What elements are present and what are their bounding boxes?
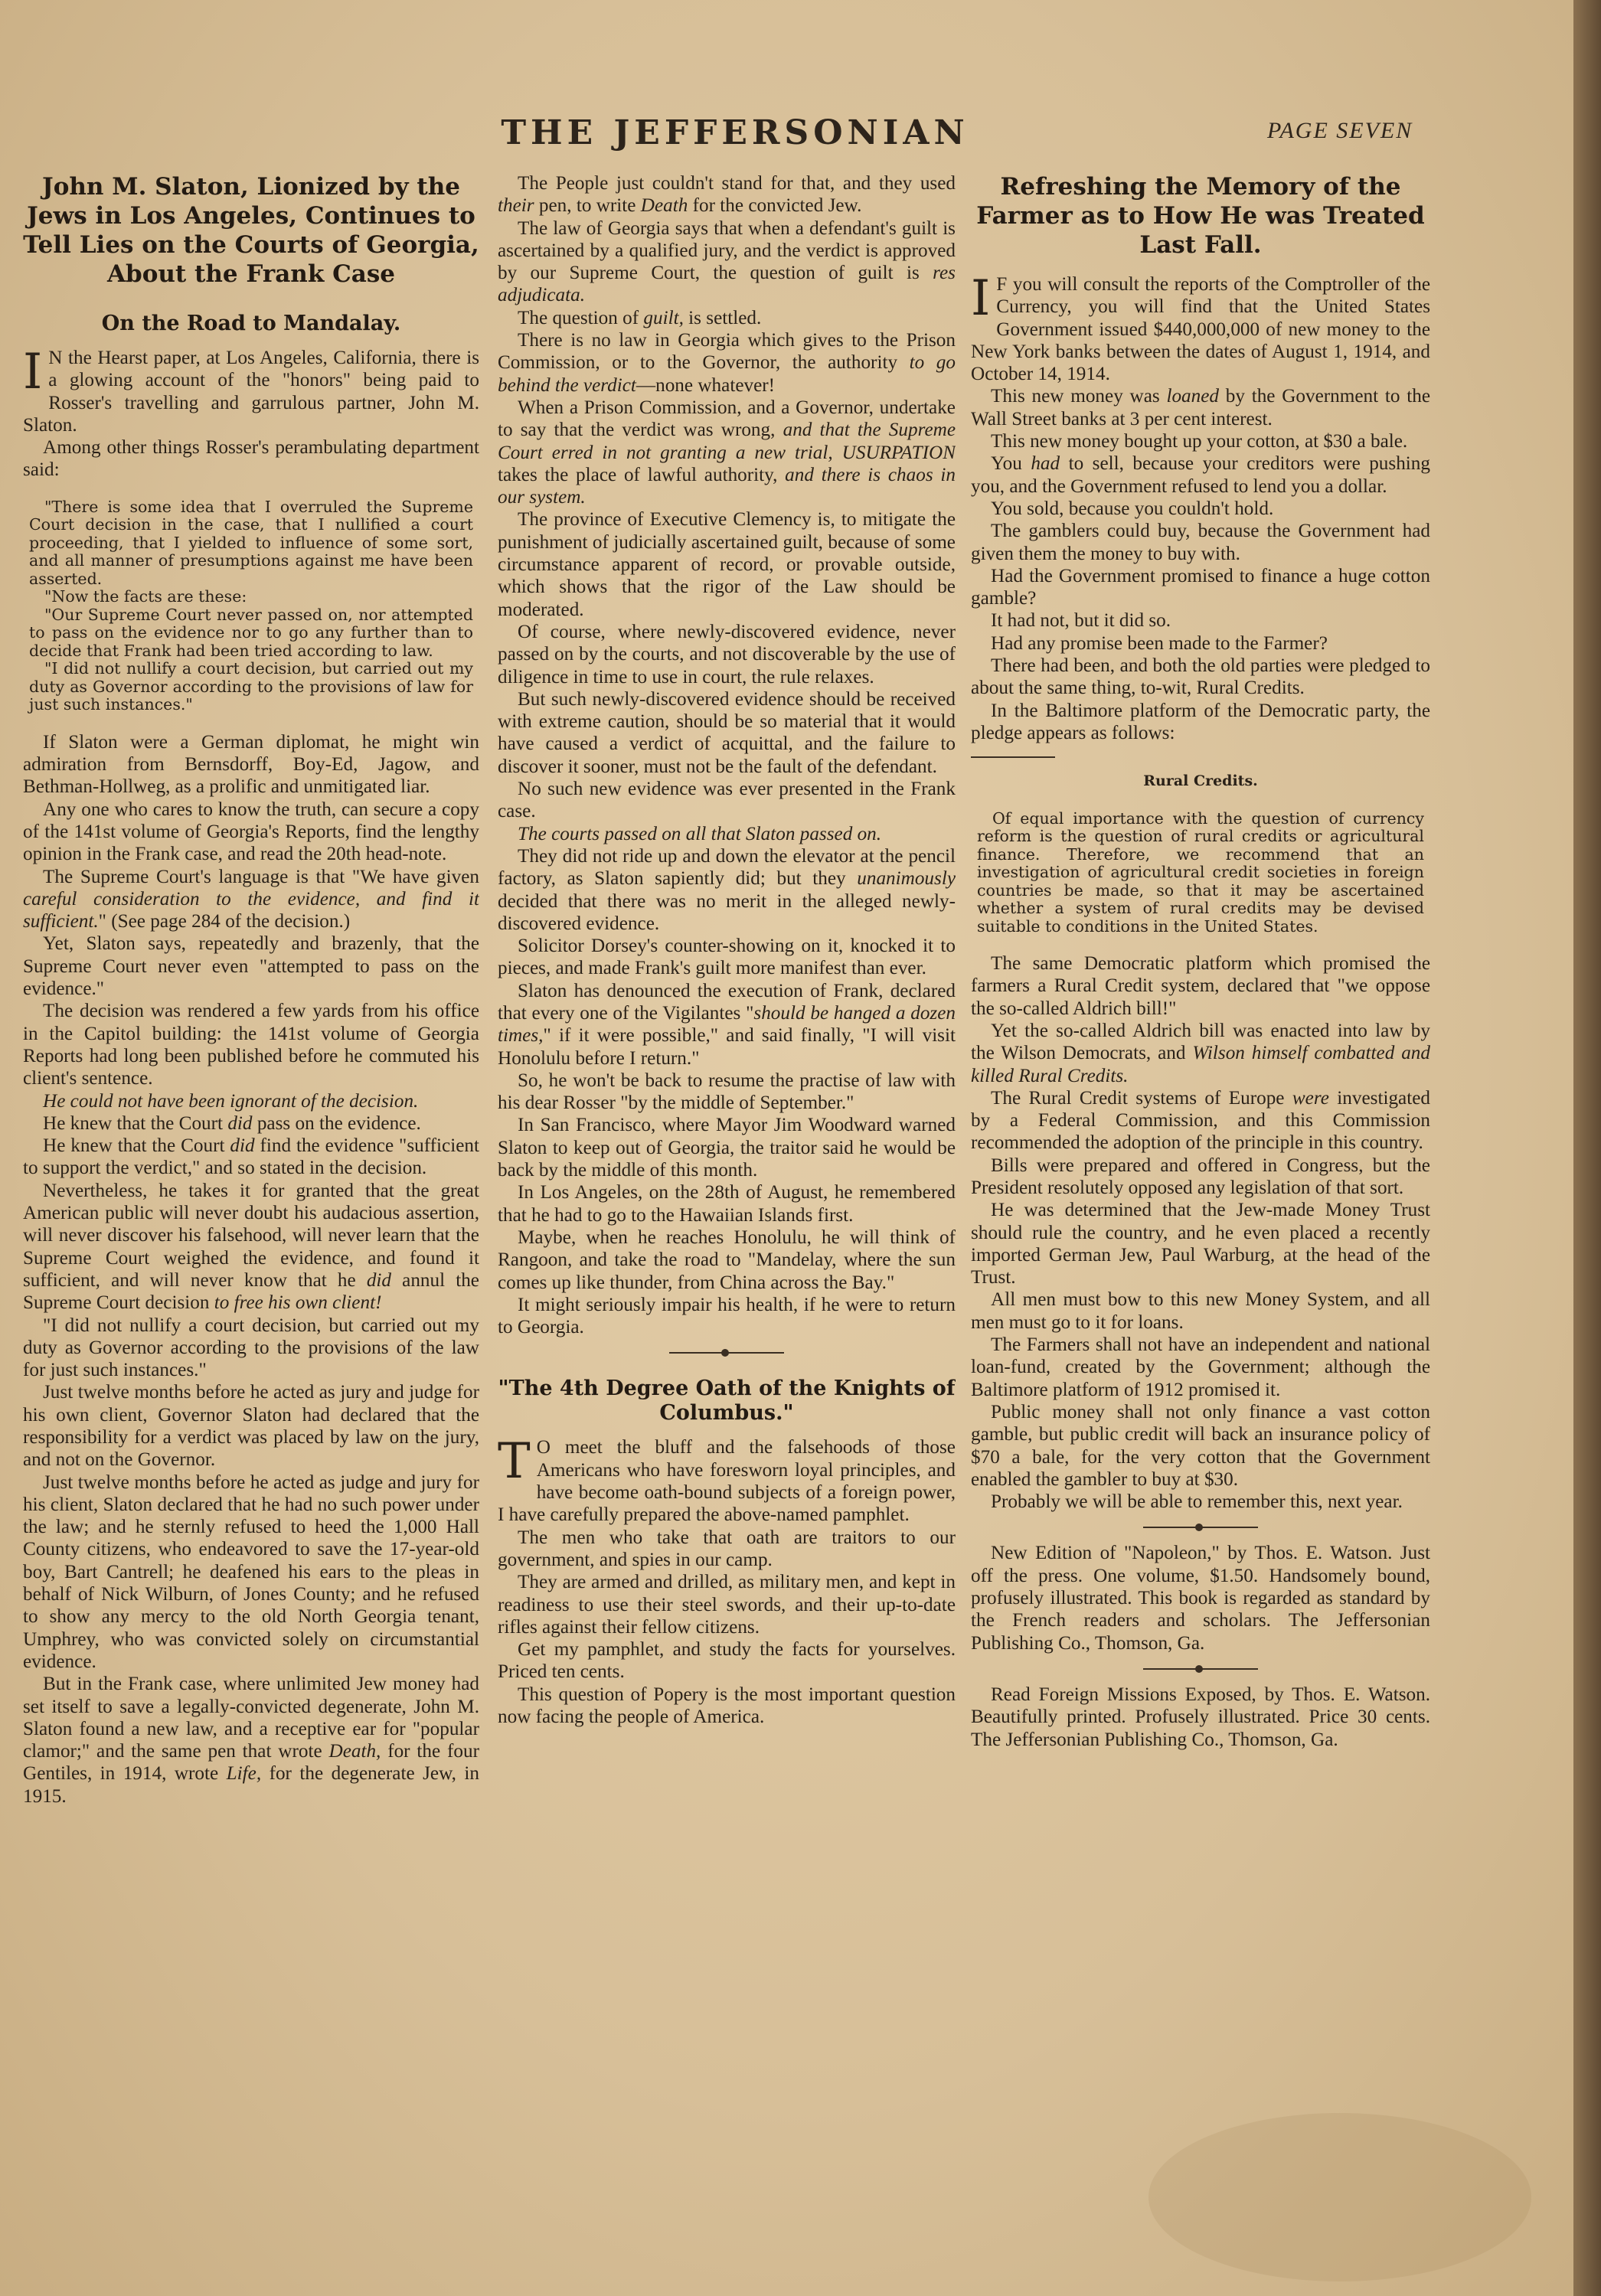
paragraph: Had the Government promised to finance a huge cotton gamble? [971, 565, 1430, 609]
platform-quote [977, 810, 1424, 936]
paragraph: The question of guilt, is settled. [518, 307, 762, 328]
quote-paragraph: Of equal importance with the question of currency reform is the question of rural credits or agricultural finance. Therefore, we recommend that an investigation of agricultural credit societies in foreign countries be made, so that it may be ascertained whether a system of rural credits may be devised suitable to conditions in the United States. [977, 808, 1424, 936]
paragraph: He could not have been ignorant of the decision. [43, 1090, 419, 1112]
paragraph: In San Francisco, where Mayor Jim Woodward warned Slaton to keep out of Georgia, the traitor said he would be back by the middle of this month. [498, 1115, 956, 1181]
ad-text: New Edition of "Napoleon," by Thos. E. Watson. Just off the press. One volume, $1.50. Handsomely bound, profusely illustrated. This book is regarded as standard by the French readers and scholars. The Jeffersonian Publishing Co., Thomson, Ga. [971, 1543, 1430, 1654]
paragraph: Of course, where newly-discovered evidence, never passed on by the courts, and not discoverable by the use of diligence in time to use in court, the rule relaxes. [498, 621, 956, 687]
paragraph: In Los Angeles, on the 28th of August, he remembered that he had to go to the Hawaiian Islands first. [498, 1182, 956, 1226]
paragraph: T O meet the bluff and the falsehoods of those Americans who have foresworn loyal principles, and have become oath-bound subjects of a foreign power, I have carefully prepared the above-named pamphlet. [498, 1433, 956, 1526]
short-rule [971, 756, 1055, 758]
column-1 [23, 172, 479, 2224]
paragraph: This question of Popery is the most important question now facing the people of America. [498, 1684, 956, 1727]
paragraph: So, he won't be back to resume the practise of law with his dear Rosser "by the middle of September." [498, 1070, 956, 1114]
paragraph: Public money shall not only finance a vast cotton gamble, but public credit will back an insurance policy of $70 a bale, for the very cotton that the Government enabled the gambler to buy at $30. [971, 1401, 1430, 1490]
advertisement-foreign-missions [971, 1684, 1430, 1751]
drop-cap: I [23, 344, 43, 400]
paragraph: Had any promise been made to the Farmer? [991, 632, 1328, 654]
paragraph: The People just couldn't stand for that, and they used their pen, to write Death for the convicted Jew. [498, 173, 956, 217]
paragraph: Yet the so-called Aldrich bill was enacted into law by the Wilson Democrats, and Wilson himself combatted and killed Rural Credits. [971, 1020, 1430, 1086]
paragraph: "I did not nullify a court decision, but carried out my duty as Governor according to the provisions of the law for just such instances." [23, 1315, 479, 1381]
paragraph: Maybe, when he reaches Honolulu, he will think of Rangoon, and take the road to "Mandelay, where the sun comes up like thunder, from China across the Bay." [498, 1226, 956, 1293]
paragraph: In the Baltimore platform of the Democratic party, the pledge appears as follows: [971, 700, 1430, 743]
paragraph: He knew that the Court did find the evidence "sufficient to support the verdict," and so stated in the decision. [23, 1135, 479, 1179]
paragraph: The law of Georgia says that when a defendant's guilt is ascertained by a qualified jury, and the verdict is approved by our Supreme Court, the question of guilt is res adjudicata. [498, 217, 956, 306]
paragraph: Yet, Slaton says, repeatedly and brazenly, that the Supreme Court never even "attempted to pass on the evidence." [23, 933, 479, 1000]
quote-paragraph: "Now the facts are these: [44, 587, 247, 606]
paragraph: They did not ride up and down the elevator at the pencil factory, as Slaton sapiently did; but they unanimously decided that there was no merit in the alleged newly-discovered evidence. [498, 845, 956, 934]
rural-credits-subhead: Rural Credits. [1143, 772, 1258, 790]
paragraph: If Slaton were a German diplomat, he might win admiration from Bernsdorff, Boy-Ed, Jagow, and Bethman-Hollweg, as a prolific and unmitigated liar. [23, 731, 479, 798]
paragraph: I N the Hearst paper, at Los Angeles, California, there is a glowing account of the "honors" being paid to Rosser's travelling and garrulous partner, John M. Slaton. [23, 344, 479, 436]
paragraph: This new money bought up your cotton, at $30 a bale. [991, 431, 1408, 452]
section-divider [1143, 1527, 1258, 1528]
paragraph: Any one who cares to know the truth, can secure a copy of the 141st volume of Georgia's Reports, find the lengthy opinion in the Frank case, and read the 20th head-note. [23, 799, 479, 865]
divider-dot [1195, 1524, 1203, 1531]
paragraph: The gamblers could buy, because the Government had given them the money to buy with. [971, 521, 1430, 564]
quote-paragraph: "I did not nullify a court decision, but carried out my duty as Governor according to the provisions of law for just such instances." [29, 659, 473, 714]
divider-dot [1195, 1665, 1203, 1673]
paragraph: Probably we will be able to remember this, next year. [991, 1491, 1403, 1513]
page-binding-edge [1573, 0, 1601, 2296]
column-3 [971, 172, 1430, 2224]
section-divider [1143, 1668, 1258, 1670]
paragraph: But such newly-discovered evidence should be received with extreme caution, should be so material that it would have caused a verdict of acquittal, and the failure to discover it sooner, must not be the fault of the defendant. [498, 688, 956, 777]
column-2 [498, 172, 956, 2224]
paragraph: Among other things Rosser's perambulating department said: [23, 437, 479, 481]
paragraph: Slaton has denounced the execution of Frank, declared that every one of the Vigilantes "should be hanged a dozen times," if it were possible," and said finally, "I will visit Honolulu before I return." [498, 980, 956, 1069]
paragraph: There had been, and both the old parties were pledged to about the same thing, to-wit, Rural Credits. [971, 655, 1430, 699]
paragraph: The courts passed on all that Slaton passed on. [518, 823, 882, 844]
paragraph: He was determined that the Jew-made Money Trust should rule the country, and he even placed a recently imported German Jew, Paul Warburg, at the head of the Trust. [971, 1200, 1430, 1288]
section-divider [669, 1352, 784, 1354]
masthead-title: THE JEFFERSONIAN [501, 113, 969, 152]
paragraph: But in the Frank case, where unlimited Jew money had set itself to save a legally-convicted degenerate, John M. Slaton found a new law, and a receptive ear for "popular clamor;" and the same pen that wrote Death, for the four Gentiles, in 1914, wrote Life, for the degenerate Jew, in 1915. [23, 1674, 479, 1807]
paragraph: All men must bow to this new Money System, and all men must go to it for loans. [971, 1289, 1430, 1333]
paragraph: No such new evidence was ever presented in the Frank case. [498, 779, 956, 822]
paragraph: It had not, but it did so. [991, 610, 1171, 632]
paragraph: I F you will consult the reports of the Comptroller of the Currency, you will find that the United States Government issued $440,000,000 of new money to the New York banks between the dates of August 1, 1914, and October 14, 1914. [971, 270, 1430, 385]
quote-paragraph: "Our Supreme Court never passed on, nor attempted to pass on the evidence nor to go any further than to decide that Frank had been tried according to law. [29, 605, 473, 660]
paragraph: He knew that the Court did pass on the evidence. [43, 1112, 421, 1134]
quote-paragraph: "There is some idea that I overruled the Supreme Court decision in the case, that I nullified a court proceeding, that I yielded to influence of some sort, and all manner of presumptions against me have been asserted. [29, 497, 473, 588]
paragraph: Bills were prepared and offered in Congress, but the President resolutely opposed any legislation of that sort. [971, 1155, 1430, 1198]
paragraph: Just twelve months before he acted as judge and jury for his client, Slaton declared that he had no such power under the law; and he sternly refused to heed the 1,000 Hall County citizens, who endeavored to save the 17-year-old boy, Bart Cantrell; he deafened his ears to the pleas in behalf of Nick Wilburn, of Jones County; and he refused to show any mercy to the old North Georgia tenant, Umphrey, who was convicted solely on circumstantial evidence. [23, 1471, 479, 1672]
paragraph: The Rural Credit systems of Europe were investigated by a Federal Commission, and this Commission recommended the adoption of the principle in this country. [971, 1087, 1430, 1154]
paragraph: They are armed and drilled, as military men, and kept in readiness to use their steel swords, and their up-to-date rifles against their fellow citizens. [498, 1572, 956, 1638]
paragraph: Nevertheless, he takes it for granted that the great American public will never doubt his audacious assertion, will never discover his falsehood, will never learn that the Supreme Court weighed the evidence, and found it sufficient, and will never know that he did annul the Supreme Court decision to free his own client! [23, 1180, 479, 1314]
paragraph: It might seriously impair his health, if he were to return to Georgia. [498, 1294, 956, 1338]
paragraph: The men who take that oath are traitors to our government, and spies in our camp. [498, 1527, 956, 1570]
paragraph: This new money was loaned by the Government to the Wall Street banks at 3 per cent interest. [971, 386, 1430, 429]
masthead [0, 113, 1601, 159]
drop-cap: T [498, 1433, 531, 1491]
paragraph: There is no law in Georgia which gives to the Prison Commission, or to the Governor, the authority to go behind the verdict—none whatever! [498, 330, 956, 396]
article-headline-slaton: John M. Slaton, Lionized by the Jews in Los Angeles, Continues to Tell Lies on the Courts of Georgia, About the Frank Case [23, 173, 479, 288]
divider-dot [721, 1349, 729, 1357]
paragraph: Just twelve months before he acted as jury and judge for his own client, Governor Slaton had declared that the responsibility for a verdict was placed by law on the jury, and not on the Governor. [23, 1382, 479, 1471]
advertisement-napoleon [971, 1542, 1430, 1654]
ad-text: Read Foreign Missions Exposed, by Thos. E. Watson. Beautifully printed. Profusely illustrated. Price 30 cents. The Jeffersonian Publishing Co., Thomson, Ga. [971, 1684, 1430, 1750]
paragraph: Solicitor Dorsey's counter-showing on it, knocked it to pieces, and made Frank's guilt more manifest than ever. [498, 936, 956, 979]
page-number: PAGE SEVEN [1267, 118, 1413, 143]
article-headline-knights-of-columbus: "The 4th Degree Oath of the Knights of Columbus." [498, 1377, 956, 1426]
block-quote [29, 498, 473, 714]
paragraph: You had to sell, because your creditors were pushing you, and the Government refused to lend you a dollar. [971, 453, 1430, 497]
paragraph: The same Democratic platform which promised the farmers a Rural Credit system, declared that "we oppose the so-called Aldrich bill!" [971, 953, 1430, 1019]
paragraph: When a Prison Commission, and a Governor, undertake to say that the verdict was wrong, and that the Supreme Court erred in not granting a new trial, USURPATION takes the place of lawful authority, and there is chaos in our system. [498, 397, 956, 508]
paragraph: The province of Executive Clemency is, to mitigate the punishment of judicially ascertained guilt, because of some circumstance apparent of record, or provable outside, which shows that the rigor of the Law should be moderated. [498, 509, 956, 620]
article-headline-farmer: Refreshing the Memory of the Farmer as to How He was Treated Last Fall. [976, 173, 1425, 259]
article-subhead-mandalay: On the Road to Mandalay. [101, 312, 401, 335]
paragraph: You sold, because you couldn't hold. [991, 498, 1274, 519]
paragraph: The Farmers shall not have an independent and national loan-fund, created by the Government; although the Baltimore platform of 1912 promised it. [971, 1334, 1430, 1400]
paragraph: The decision was rendered a few yards from his office in the Capitol building: the 141st volume of Georgia Reports had long been published before he commuted his client's sentence. [23, 1001, 479, 1089]
paragraph: Get my pamphlet, and study the facts for yourselves. Priced ten cents. [498, 1639, 956, 1683]
drop-cap: I [971, 270, 991, 327]
paragraph: The Supreme Court's language is that "We have given careful consideration to the evidence, and find it sufficient." (See page 284 of the decision.) [23, 866, 479, 932]
